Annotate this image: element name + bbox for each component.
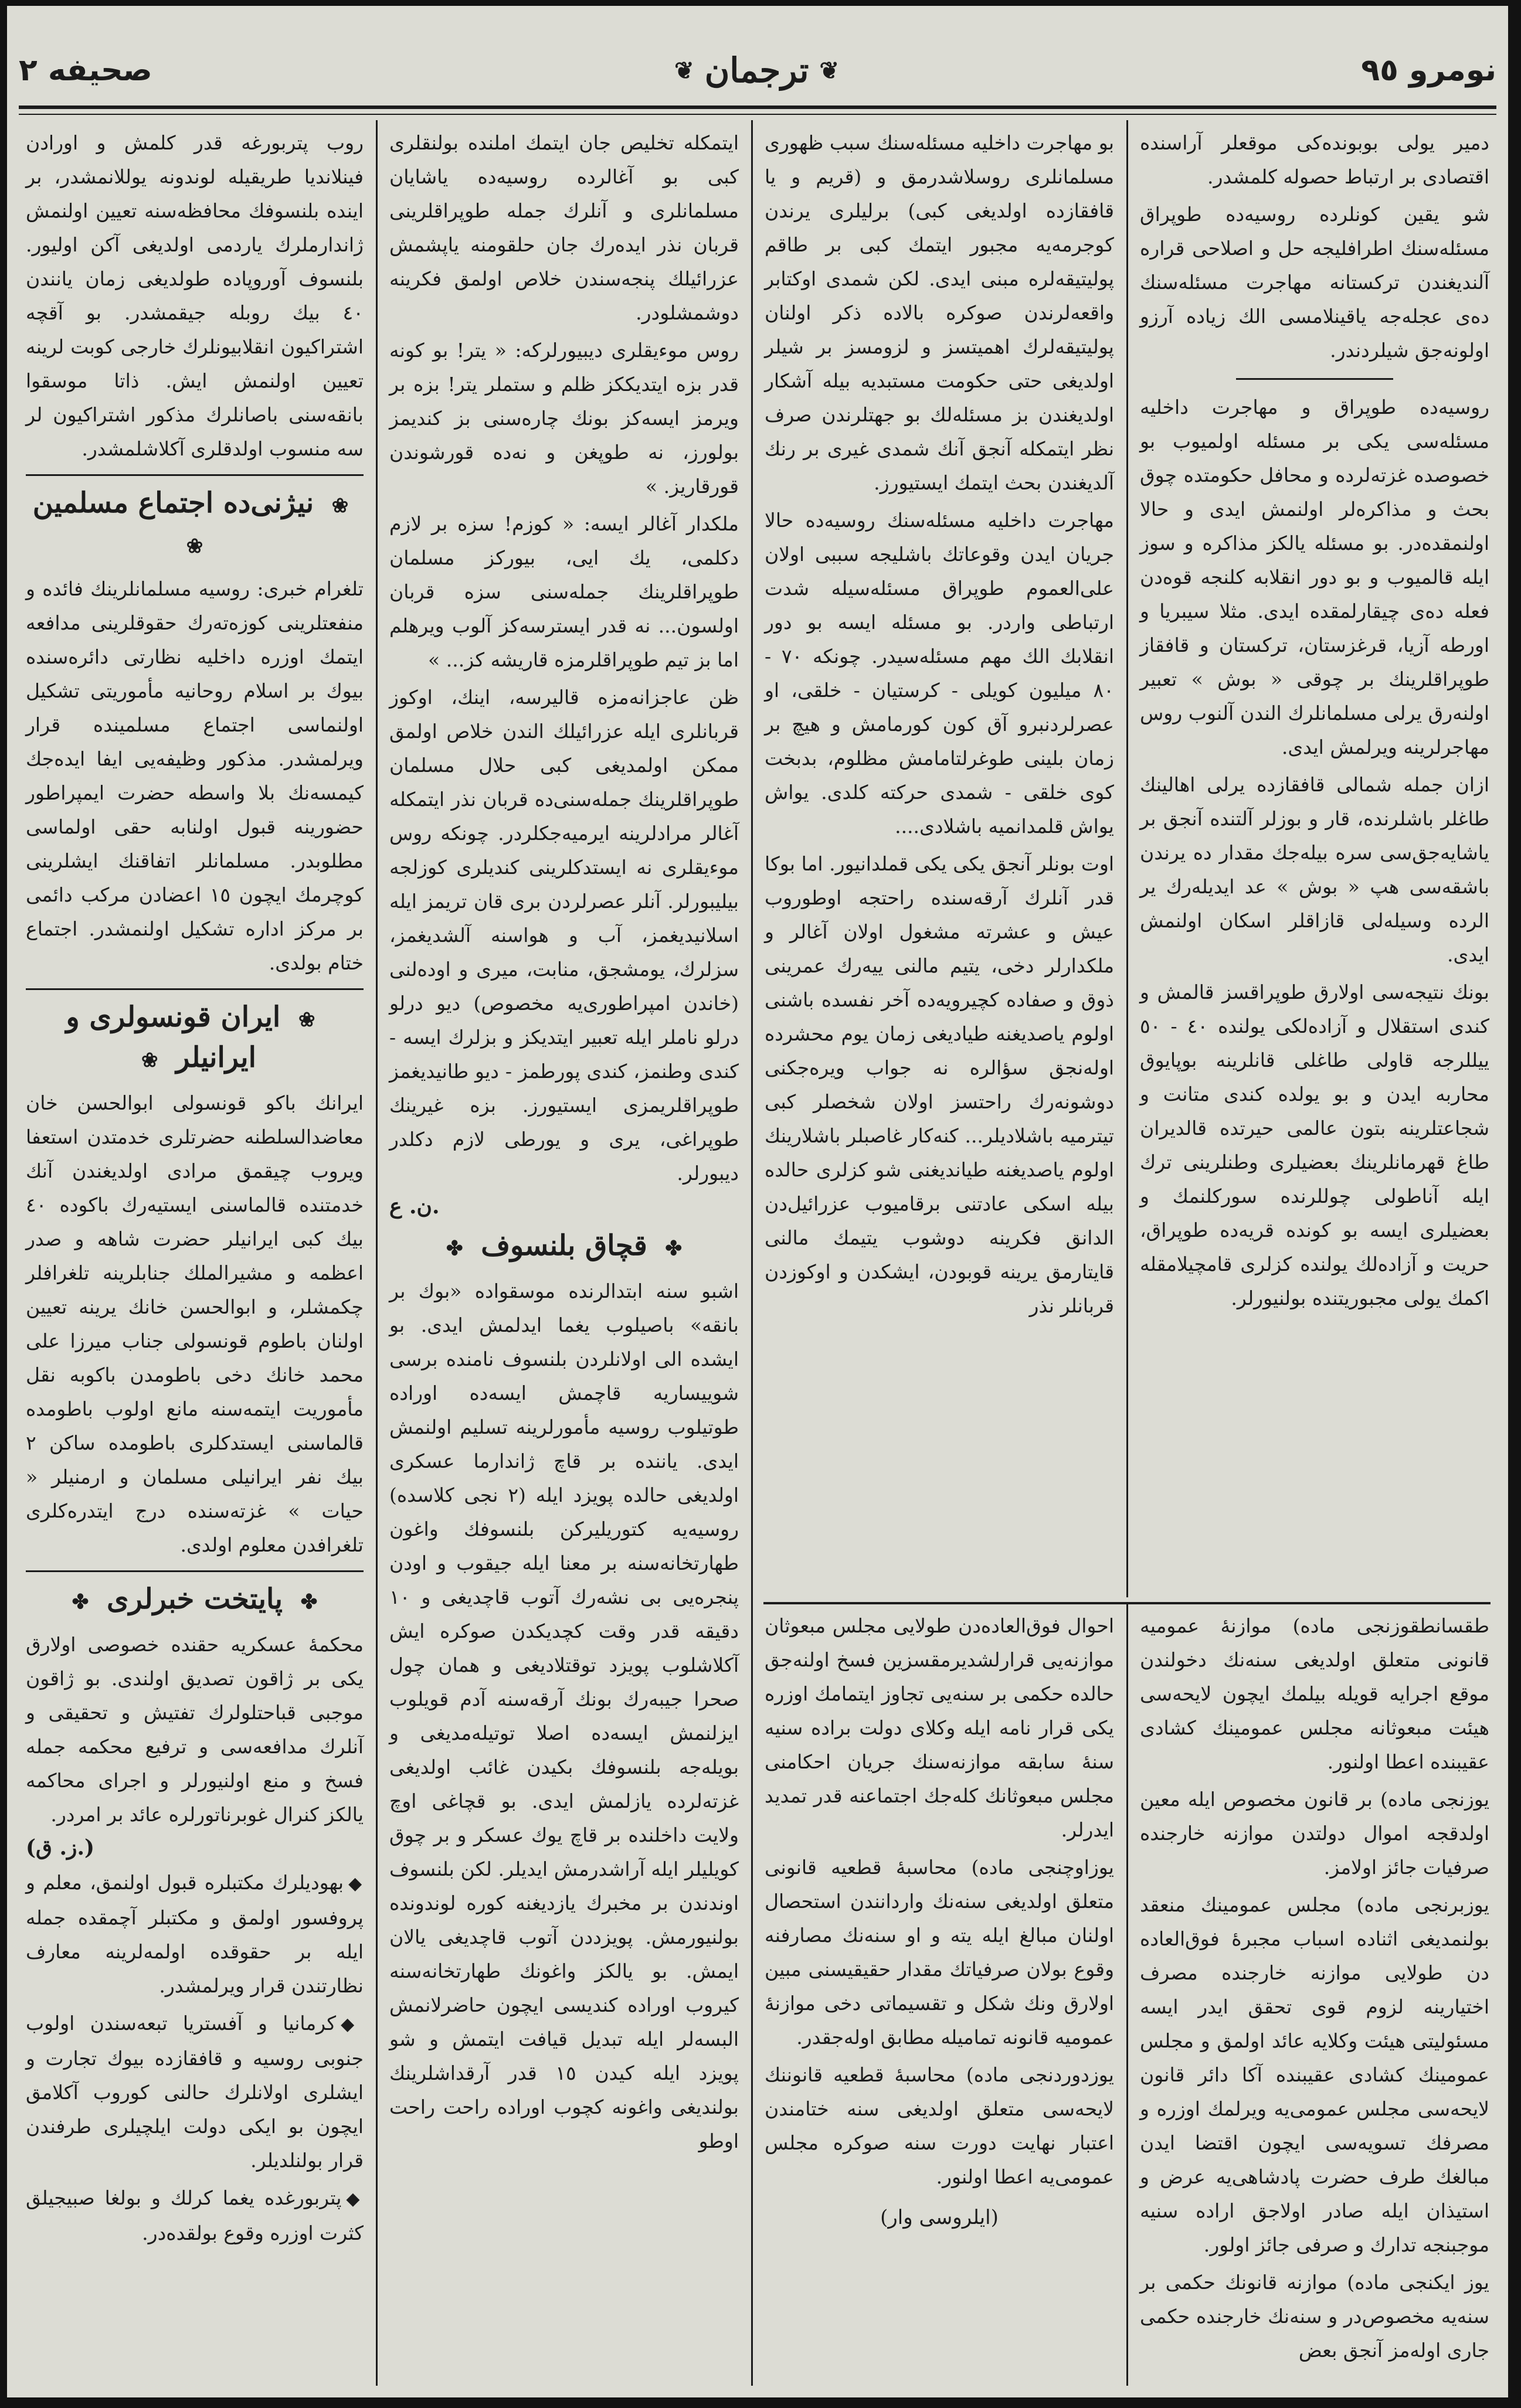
- section-title: نیژنی‌ده اجتماع مسلمین: [32, 487, 314, 519]
- paragraph: روسیه‌ده طوپراق و مهاجرت داخلیه مسئله‌سی یکی بر مسئله اولمیوب بو خصوصده غزته‌لرده و محافل حکومتده چوق بحث و مذاکره‌لر اولنمش ایدی و حالا اولنمقده‌در. بو مسئله یالکز مذاکره و سوز ایله قالمیوب و بو دور انقلابه کلنجه قوه‌دن فعله ده‌ی چیقارلمقده ایدی. مثلا سیبریا و اورطه آزیا، قرغزستان، ترکستان و قافقاز طوپراقلرینك بر چوقی « بوش » تعبیر اولنه‌رق یرلی مسلمانلرك الندن آلنوب روس مهاجرلرینه ویرلمش ایدی.: [1140, 396, 1489, 759]
- divider: [1236, 378, 1393, 380]
- ornament-icon: ✤: [72, 1590, 89, 1614]
- paragraph: ظن عاجزانه‌مزه قالیرسه، اینك، اوکوز قربانلری ایله عزرائیلك الندن خلاص اولمق ممکن اولمدیغی کبی حلال مسلمان طوپراقلرینك جمله‌سنی‌ده قربان نذر ایتمکله آغالر مرادلرینه ایرمیه‌جکلردر. چونکه روس موءیقلری نه ایستدکلرینی کندیلری کوزلجه بیلیبورلر. آنلر عصرلردن بری قان تریمز ایله اسلانیدیغمز، آب و هواسنه آلشدیغمز، سزلرك، یومشجق، منابت، میری و اوده‌لنی (خاندن امپراطوری‌یه مخصوص) دیو درلو درلو ناملر ایله تعبیر ایتدیکز و بزلرك ایسه - کندی وطنمز، کندی پورطمز - دیو طانیدیغمز طوپراقلریمزی ایستیورز. بزه غیرینك طوپراغی، یری و یورطی لازم دکلدر دیبورلر.: [389, 686, 739, 1185]
- paragraph: [26, 2181, 364, 2250]
- paragraph: مهاجرت داخلیه مسئله‌سنك روسیه‌ده حالا جریان ایدن وقوعاتك باشلیجه سببی اولان علی‌العموم طوپراق مسئله‌سیله شدت ارتباطی واردر. بو مسئله ایسه بو دور انقلابك الك مهم مسئله‌سیدر. چونکه ٧٠ - ٨٠ میلیون کویلی - کرستیان - خلقی، او عصرلردنبرو آق کون کورمامش و هیچ بر زمان بلینی طوغرلتامامش مظلوم، بدبخت کوی خلقی - شمدی حرکته کلدی. یواش یواش قلمدانمیه باشلادی....: [765, 509, 1115, 838]
- bullet-icon: ◆: [341, 2014, 364, 2035]
- signature: ن. ع.: [389, 1194, 440, 1219]
- masthead: [19, 41, 1496, 100]
- paragraph: روب پتربورغه قدر کلمش و اورادن فینلاندیا طریقیله لوندونه یوللانمشدر، بر اینده بلنسوفك محافظه‌سنه تعیین اولنمش ژاندارملرك یاردمی اولدیغی آکن اولیور. بلنسوف آوروپاده طولدیغی زمان یانندن ٤٠ بیك روبله جیقمشدر. بو آقچه اشتراکیون انقلابیونلرك خارجی کوبت لرینه تعیین اولنمش ایش. ذاتا موسقوا بانقه‌سنی باصانلرك مذکور اشتراکیون لر سه منسوب اولدقلری آکلاشلمشدر.: [26, 131, 364, 460]
- paragraph: [26, 2006, 364, 2178]
- divider: [26, 988, 364, 990]
- paragraph: یوزدوردنجی ماده) محاسبهٔ قطعیه قانوننك لایحه‌سی متعلق اولدیغی سنه ختامندن اعتبار نهایت دورت سنه صوکره مجلس عمومی‌یه اعطا اولنور.: [765, 2063, 1114, 2188]
- ornament-icon: ❀: [298, 1008, 315, 1032]
- column-3: [376, 120, 752, 2386]
- column-4: [13, 120, 376, 2386]
- ornament-icon: ❦: [819, 56, 839, 84]
- paragraph: شو یقین کونلرده روسیه‌ده طوپراق مسئله‌سنك اطرافلیجه حل و اصلاحی قراره آلندیغندن ترکستانه مهاجرت مسئله‌سنك ده‌ی عجله‌جه یاقینلامسی الك زیاده آرزو اولونه‌جق شیلردندر.: [1140, 203, 1489, 362]
- paragraph: دمیر یولی بوبونده‌کی موقعلر آراسنده اقتصادی بر ارتباط حصوله کلمشدر.: [1140, 131, 1489, 188]
- divider: [26, 474, 364, 476]
- paragraph-text: پتربورغده یغما کرلك و بولغا صبیجیلق کثرت اوزره وقوع بولقده‌در.: [26, 2186, 364, 2244]
- continued-note: (ایلروسی وار): [880, 2206, 999, 2229]
- column-2: [752, 120, 1127, 1597]
- section-title: ایران قونسولری و ایرانیلر: [66, 1001, 281, 1074]
- paragraph: طقسانطقوزنجی ماده) موازنهٔ عمومیه قانونی متعلق اولدیغی سنه‌نك دخولندن موقع اجرایه قویله بیلمك ایچون لایحه‌سی هیئت مبعوثانه مجلس عمومینك کشادی عقیبنده اعطا اولنور.: [1140, 1614, 1489, 1773]
- section-heading-kachak: [389, 1227, 739, 1267]
- ornament-icon: ❀: [186, 535, 203, 558]
- divider: [26, 1570, 364, 1572]
- newspaper-title-block: [674, 50, 839, 90]
- column-1: [1127, 120, 1502, 1597]
- dialog-paragraph: روس موءیقلری دیبیورلرکه: « یتر! بو کونه قدر بزه ایتدیککز ظلم و ستملر یتر! بزه بر ویرمز ایسه‌کز بونك چاره‌سنی بز کندیمز بولورز، نه طوپغن و نه‌ده قورشوندن قورقاریز. »: [389, 339, 739, 498]
- section-heading-capital: [26, 1580, 364, 1621]
- paragraph-text: بهودیلرك مکتبلره قبول اولنمق، معلم و پروفسور اولمق و مکتبلر آچمقده جمله ایله بر حقوقده اولمه‌لرینه معارف نظارتندن قرار ویرلمشدر.: [26, 1871, 364, 1997]
- bullet-icon: ◆: [346, 2189, 364, 2209]
- dialog-paragraph: ملکدار آغالر ایسه: « کوزم! سزه بر لازم دکلمی، یك ایی، بیورکز مسلمان طوپراقلرینك جمله‌سنی سزه قربان اولسون... نه قدر ایسترسه‌کز آلوب ویرهلم اما بز تیم طوپراقلرمزه قاریشه کز... »: [389, 512, 739, 671]
- paragraph: ازان جمله شمالی قافقازده یرلی اهالینك طاغلر باشلرنده، قار و بوزلر آلتنده آنجق بر یاشایه‌جق‌سی سره بیله‌جك مقدار ده یرندن باشقه‌سی هپ « بوش » عد ایدیله‌رك یر الرده وسیله‌لی قازاقلر اسکان اولنمش ایدی.: [1140, 773, 1489, 966]
- lower-section: [752, 1603, 1502, 2386]
- bullet-icon: ◆: [348, 1873, 364, 1894]
- paragraph: یوزنجی ماده) بر قانون مخصوص ایله معین اولدقجه اموال دولتدن موازنه خارجنده صرفیات جائز اولامز.: [1140, 1788, 1489, 1879]
- masthead-rule-thin: [19, 114, 1496, 115]
- ornament-icon: ❀: [141, 1049, 158, 1072]
- paragraph: تلغرام خبری: روسیه مسلمانلرینك فائده و منفعتلرینی کوزه‌ته‌رك حقوقلرینی مدافعه ایتمك اوزره داخلیه نظارتی دائره‌سنده بیوك بر اسلام روحانیه مأموریتی تشکیل اولنماسی اجتماع مسلمینده قرار ویرلمشدر. مذکور وظیفه‌یی ایفا ایده‌جك کیمسه‌نك بلا واسطه حضرت ایمپراطور حضورینه قبول اولنابه حقی اولماسی مطلوبدر. مسلمانلر اتفاقنك ایشلرینی کوچرمك ایچون ١٥ اعضادن مرکب دائمی بر مرکز اداره تشکیل اولنمشدر. اجتماع ختام بولدی.: [26, 577, 364, 974]
- newspaper-page: [7, 6, 1508, 2397]
- paragraph: احوال فوق‌العاده‌دن طولایی مجلس مبعوثان موازنه‌یی قرارلشدیرمقسزین فسخ اولنه‌جق حالده حکمی بر سنه‌یی تجاوز ایتمامك اوزره یکی قرار نامه ایله وکلای دولت براده سنیه سنهٔ سابقه موازنه‌سنك جریان احکامنی مجلس مبعوثانك کله‌جك اجتماعنه قدر تمدید ایدرلر.: [765, 1614, 1114, 1841]
- newspaper-title: ترجمان: [704, 50, 809, 90]
- paragraph: بونك نتیجه‌سی اولارق طوپراقسز قالمش و کندی استقلال و آزاده‌لکی یولنده ٤٠ - ٥٠ ییللرجه قاولی طاغلی قانلرینه بوپایوق محاربه ایدن و بو یولده کندی متانت و شجاعتلرینه بتون عالمی حیرتده قالدیران طاغ قهرمانلرینك بعضیلری وطنلرینی ترك ایله آناطولی چوللرنده سورکلنمك و بعضیلری ایسه بو کونده قریه‌ده طوپراق، حریت و آزاده‌لك یولنده کزلری قامچیلامقله اکمك یولی مجبوریتنده بولنیورلر.: [1140, 981, 1489, 1310]
- masthead-rule: [19, 106, 1496, 109]
- section-heading-nizhny: [26, 484, 364, 565]
- paragraph: یوز ایکنجی ماده) موازنه قانونك حکمی بر سنه‌یه مخصوص‌در و سنه‌نك خارجنده حکمی جاری اوله‌مز آنجق بعض: [1140, 2271, 1489, 2362]
- page-label: صحیفه ٢: [19, 53, 152, 88]
- lower-left-column: [752, 1609, 1127, 2386]
- paragraph: اوت بونلر آنجق یکی یکی قملدانیور. اما بوکا قدر آنلرك آرقه‌سنده راحتجه اوطوروب عیش و عشرته مشغول اولان آغالر و ملکدارلر دخی، یتیم مالنی ییه‌رك عمرینی ذوق و صفاده کچیرویه‌ده آخر نفسده باشنی اولوم یاصدیغنه طیادیغی زمان یوم محشرده اوله‌نجق سؤالره نه جواب ویره‌جکنی دوشونه‌رك راحتسز اولان شخصلر کبی تیترمیه باشلادیلر... کنه‌کار غاصبلر باشلارینك اولوم یاصدیغنه طیاندیغنی شو کزلری حالده بیله اسکی عادتنی برقامیوب عزرائیل‌دن الدانق فکرینه دوشوب یتیمك مالنی قایتارمق یرینه قوبودن، ایشکدن و اوکوزدن قربانلر نذر: [765, 852, 1114, 1317]
- paragraph: یوزاوچنجی ماده) محاسبهٔ قطعیه قانونی متعلق اولدیغی سنه‌نك واردانندن استحصال اولنان مبالغ ایله یته و او سنه‌نك مصارفنه وقوع بولان صرفیاتك مقدار حقیقیسنی مبین اولارق ونك شکل و تقسیماتی دخی موازنهٔ عمومیه قانونه تمامیله مطابق اوله‌جقدر.: [765, 1856, 1114, 2049]
- paragraph: اشبو سنه ابتدالرنده موسقواده «بوك بر بانقه» باصیلوب یغما ایدلمش ایدی. بو ایشده الی اولانلردن بلنسوف نامنده برسی شوییساریه قاچمش ایسه‌ده اوراده طوتیلوب روسیه مأمورلرینه تسلیم اولنمش ایدی. یاننده بر قاچ ژاندارما عسکری اولدیغی حالده پویزد ایله (٢ نجی کلاسده) روسیه‌یه کتوریلیرکن بلنسوفك واغون طهارتخانه‌سنه بر معنا ایله جیقوب و اودن پنجره‌یی بی نشه‌رك آتوب قاچدیغی و ١٠ دقیقه قدر وقت کچدیکدن صوکره ایش آکلاشلوب پویزد توقتلادیغی و همان چول صحرا جیبه‌رك بونك آرقه‌سنه آدم قویلوب ایزلنمش ایسه‌ده اصلا توتیله‌مدیغی و بویله‌جه بلنسوفك بکیدن غائب اولدیغی غزته‌لرده یازلمش ایدی. بو قچاغی اوچ ولایت داخلنده بر قاچ یوك عسکر و بر چوق کویلیلر ایله آراشدرمش ایدیلر. لکن بلنسوف اوندندن بر مخبرك یازدیغنه کوره لوندونده بولنیورمش. پویزددن آتوب قاچدیغی یالان ایمش. بو یالکز واغونك طهارتخانه‌سنه کیروب اوراده کندیسی ایچون حاضرلانمش البسه‌لر ایله تبدیل قیافت ایتمش و شو پویزد ایله کیدن ١٥ قدر آرقداشلرینك بولندیغی واغونه کچوب اوراده راحت راحت اوطو: [389, 1280, 739, 2152]
- ornament-icon: ❀: [331, 494, 349, 518]
- paragraph: ایتمکله تخلیص جان ایتمك املنده بولنقلری کبی بو آغالرده روسیه‌ده یاشایان مسلمانلری و آنلرك جمله طوپراقلرینی قربان نذر ایده‌رك جان حلقومنه یاپشمش عزرائیلك پنجه‌سندن خلاص اولمق فکرینه دوشمشلودر.: [389, 131, 739, 324]
- paragraph: [26, 1866, 364, 2003]
- section-heading-iran: [26, 998, 364, 1079]
- paragraph: ایرانك باکو قونسولی ابوالحسن خان معاضدالسلطنه حضرتلری خدمتدن استعفا ویروب چیقمق مرادی اولدیغندن آنك خدمتنده قالماسنی ایستیه‌رك باکوده ٤٠ بیك کبی ایرانیلر حضرت شاهه و صدر اعظمه و مشیرالملك جنابلرینه تلغرافلر چکمشلر، و ابوالحسن خانك یرینه تعیین اولنان باطوم قونسولی جناب میرزا علی محمد خانك دخی باطومدن باکوبه نقل مأموریت ایتمه‌سنه مانع اولوب باطومده قالماسنی ایستدکلری باطومده ساکن ٢ بیك نفر ایرانیلی مسلمان و ارمنیلر « حیات » غزته‌سنده درج ایتدره‌کلری تلغرافدن معلوم اولدی.: [26, 1091, 364, 1556]
- ornament-icon: ✤: [300, 1590, 318, 1614]
- ornament-icon: ✤: [446, 1237, 463, 1260]
- columns: [13, 120, 1502, 2386]
- signature: (ز. ق.): [26, 1835, 95, 1860]
- paragraph: بو مهاجرت داخلیه مسئله‌سنك سبب ظهوری مسلمانلری روسلاشدرمق و (قریم و یا قافقازده اولدیغی کبی) برلیلری یرندن کوجرمه‌یه مجبور ایتمك کبی بر طاقم پولیتیقه‌لره مبنی ایدی. لکن شمدی اوکتابر واقعه‌لرندن صوکره بالاده ذکر اولنان پولیتیقه‌لرك اهمیتسز و لزومسز بر شیلر اولدیغی حتی حکومت مستبدیه بیله آشکار اولدیغندن بز مسئله‌لك بو جهتلرندن صرف نظر ایتمکله آنجق آنك شمدی غیری بر رنك آلدیغندن بحث ایتمك ایستیورز.: [765, 131, 1114, 494]
- ornament-icon: ✤: [665, 1237, 683, 1260]
- section-title: پایتخت خبرلری: [107, 1583, 283, 1615]
- issue-number: نومرو ٩٥: [1361, 53, 1496, 88]
- lower-right-column: [1127, 1609, 1502, 2386]
- paragraph: یوزبرنجی ماده) مجلس عمومینك منعقد بولنمدیغی اثناده اسباب مجبرهٔ فوق‌العاده دن طولایی موازنه خارجنده مصرف اختیارینه لزوم قوی تحقق ایدر ایسه مسئولیتی هیئت وکلایه عائد اولمق و مجلس عمومینك کشادی عقیبنده آکا دائر قانون لایحه‌سی مجلس عمومی‌یه ویرلمك اوزره و مصرفك تسویه‌سی ایچون اقتضا ایدن مبالغك طرف حضرت پادشاهی‌یه عرض و استیذان ایله صادر اولاجق اراده سنیه موجبنجه تدارك و صرفی جائز اولور.: [1140, 1893, 1489, 2256]
- paragraph: محکمهٔ عسکریه حقنده خصوصی اولارق یکی بر ژاقون تصدیق اولندی. بو ژاقون موجبی قباحتلولرك تفتیش و تحقیقی و آنلرك مدافعه‌سی و ترفیع محکمه جمله فسخ و منع اولنیورلر و اجرای محاکمه یالکز کنرال غوبرناتورلره عائد بر امردر.: [26, 1633, 364, 1826]
- section-title: قچاق بلنسوف: [481, 1229, 647, 1262]
- paragraph-text: کرمانیا و آفستریا تبعه‌سندن اولوب جنوبی روسیه و قافقازده بیوك تجارت و ایشلری اولانلرك حالنی کوروب آکلامق ایچون بو ایکی دولت ایلچیلری طرفندن قرار بولنلدیلر.: [26, 2012, 364, 2172]
- ornament-icon: ❦: [674, 56, 694, 84]
